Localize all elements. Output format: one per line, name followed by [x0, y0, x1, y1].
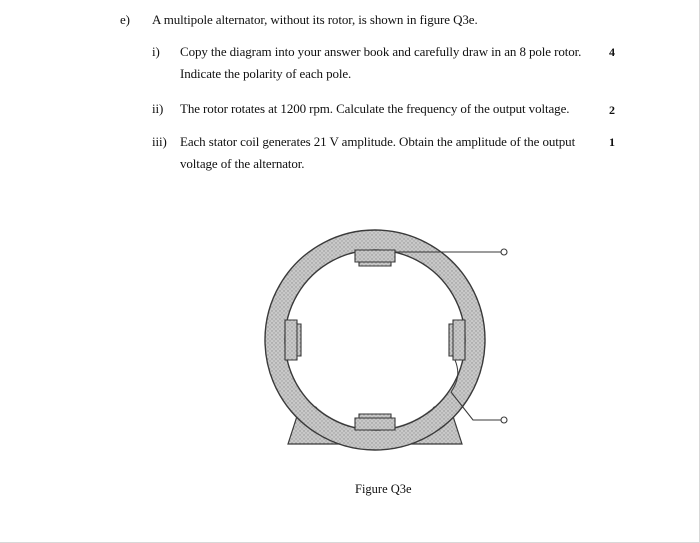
- terminal-bottom: [501, 417, 507, 423]
- item-i-marks: 4: [609, 45, 615, 59]
- item-ii-numeral: ii): [152, 101, 164, 116]
- item-ii-line-1: The rotor rotates at 1200 rpm. Calculate the frequency of the output voltage.: [180, 101, 570, 116]
- figure-caption: Figure Q3e: [355, 482, 412, 496]
- item-ii-marks: 2: [609, 103, 615, 117]
- stator-pole-bottom: [355, 414, 395, 430]
- stator-pole-top: [355, 250, 395, 266]
- item-iii-numeral: iii): [152, 134, 167, 149]
- part-label: e): [120, 12, 130, 27]
- stator-bore: [286, 251, 464, 429]
- question-intro: A multipole alternator, without its rotor, is shown in figure Q3e.: [152, 12, 478, 27]
- item-i-numeral: i): [152, 44, 160, 59]
- alternator-stator-diagram: [255, 222, 515, 452]
- item-iii-line-1: Each stator coil generates 21 V amplitude. Obtain the amplitude of the output: [180, 134, 576, 149]
- item-iii-line-2: voltage of the alternator.: [180, 156, 305, 171]
- stator-pole-right: [449, 320, 465, 360]
- item-i-line-2: Indicate the polarity of each pole.: [180, 66, 352, 81]
- item-iii-marks: 1: [609, 135, 615, 149]
- stator-pole-left: [285, 320, 301, 360]
- item-i-line-1: Copy the diagram into your answer book and carefully draw in an 8 pole rotor.: [180, 44, 582, 59]
- terminal-top: [501, 249, 507, 255]
